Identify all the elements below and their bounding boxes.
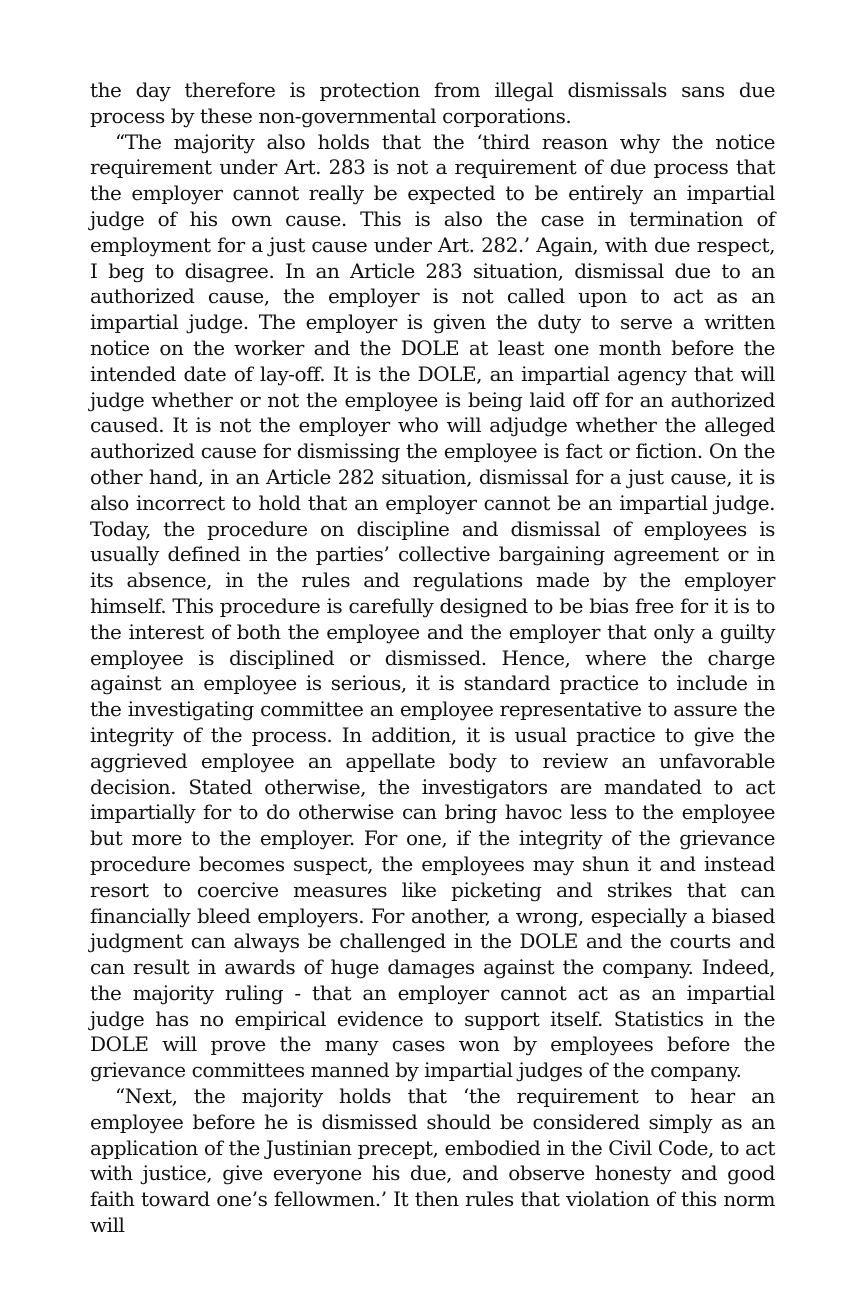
paragraph-majority-third-reason: “The majority also holds that the ‘third reason why the notice requirement under Art. 283 is not a requirement of due process that the employer cannot really be expected to be entirely an impartial judge of his own cause. This is also the case in termination of employment for a just cause under Art. 282.’ Again, with due respect, I beg to disagree. In an Article 283 situation, dismissal due to an authorized cause, the employer is not called upon to act as an impartial judge. The employer is given the duty to serve a written notice on the worker and the DOLE at least one month before the intended date of lay-off. It is the DOLE, an impartial agency that will judge whether or not the employee is being laid off for an authorized caused. It is not the employer who will adjudge whether the alleged authorized cause for dismissing the employee is fact or fiction. On the other hand, in an Article 282 situation, dismissal for a just cause, it is also incorrect to hold that an employer cannot be an impartial judge. Today, the procedure on discipline and dismissal of employees is usually defined in the parties’ collective bargaining agreement or in its absence, in the rules and regulations made by the employer himself. This procedure is carefully designed to be bias free for it is to the interest of both the employee and the employer that only a guilty employee is disciplined or dismissed. Hence, where the charge against an employee is serious, it is standard practice to include in the investigating committee an employee representative to assure the integrity of the process. In addition, it is usual practice to give the aggrieved employee an appellate body to review an unfavorable decision. Stated otherwise, the investigators are mandated to act impartially for to do otherwise can bring havoc less to the employee but more to the employer. For one, if the integrity of the grievance procedure becomes suspect, the employees may shun it and instead resort to coercive measures like picketing and strikes that can financially bleed employers. For another, a wrong, especially a biased judgment can always be challenged in the DOLE and the courts and can result in awards of huge damages against the company. Indeed, the majority ruling - that an employer cannot act as an impartial judge has no empirical evidence to support itself. Statistics in the DOLE will prove the many cases won by employees before the grievance committees manned by impartial judges of the company. — [90, 129, 775, 1083]
document-page — [90, 78, 775, 1239]
paragraph-continuation: the day therefore is protection from illegal dismissals sans due process by these non-governmental corporations. — [90, 78, 775, 128]
paragraph-justinian-precept: “Next, the majority holds that ‘the requirement to hear an employee before he is dismissed should be considered simply as an application of the Justinian precept, embodied in the Civil Code, to act with justice, give everyone his due, and observe honesty and good faith toward one’s fellowmen.’ It then rules that violation of this norm will — [90, 1084, 775, 1238]
